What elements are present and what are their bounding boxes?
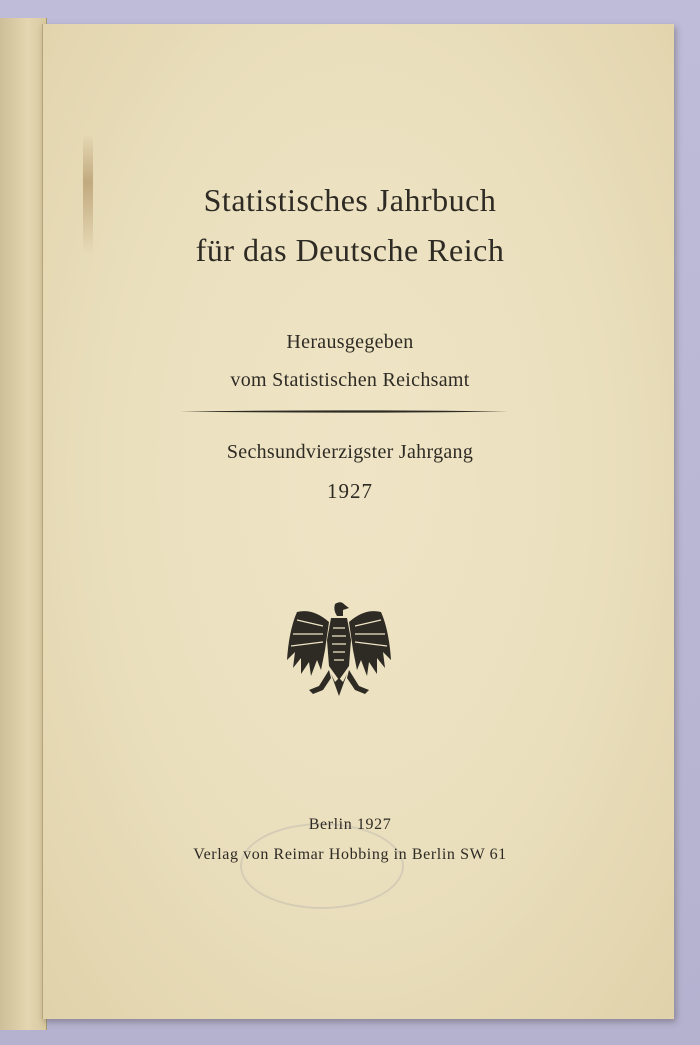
stamp-marking [262,912,372,938]
reichsadler-eagle-icon [283,600,395,710]
ornamental-rule [180,409,508,414]
edition-year: 1927 [327,479,373,503]
editor-line-2: vom Statistischen Reichsamt [230,369,470,391]
title-line-1: Statistisches Jahrbuch [203,182,497,218]
facing-page-edge [0,18,47,1030]
edition-line: Sechsundvierzigster Jahrgang [226,441,474,463]
place-year: Berlin 1927 [308,816,392,833]
publisher-line: Verlag von Reimar Hobbing in Berlin SW 61 [193,846,507,863]
title-line-2: für das Deutsche Reich [195,232,505,268]
editor-line-1: Herausgegeben [286,331,414,353]
